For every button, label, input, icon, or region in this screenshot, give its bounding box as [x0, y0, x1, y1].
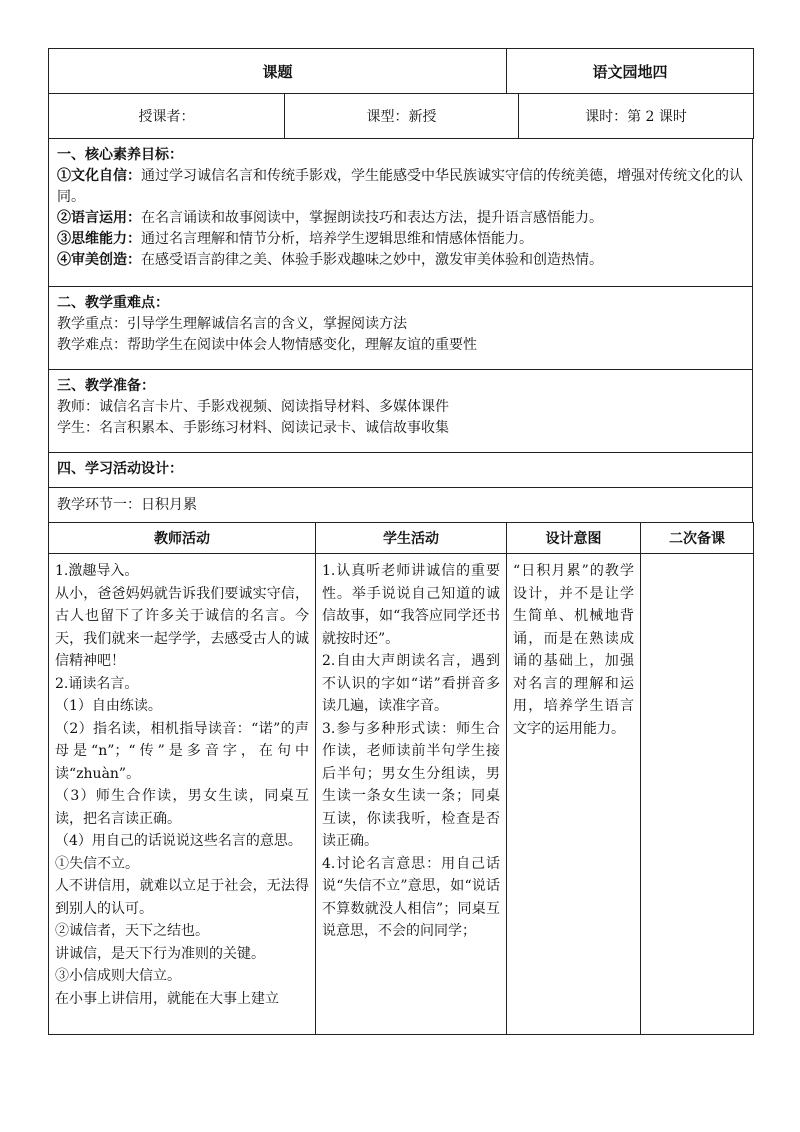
prep-student: 学生：名言积累本、手影练习材料、阅读记录卡、诚信故事收集 — [57, 420, 449, 436]
teacher-activity-cell — [49, 554, 316, 1035]
teacher-line: ①失信不立。 — [55, 855, 139, 872]
activity-table — [48, 522, 754, 1035]
prep-section — [49, 370, 753, 453]
stage-label: 教学环节一：日积月累 — [57, 497, 197, 513]
student-line: 2.自由大声朗读名言，遇到不认识的字如“诺”看拼音多读几遍，读准字音。 — [322, 653, 500, 714]
goal-item: ③思维能力：通过名言理解和情节分析，培养学生逻辑思维和情感体悟能力。 — [57, 231, 533, 247]
design-intent-text: “日积月累”的教学设计，并不是让学生简单、机械地背诵，而是在熟读成诵的基础上，加强对名言的理解和运用，培养学生语言文字的运用能力。 — [513, 563, 634, 737]
teacher-line: 人不讲信用，就难以立足于社会，无法得到别人的认可。 — [55, 878, 309, 917]
teacher-line: （4）用自己的话说说这些名言的意思。 — [55, 833, 302, 849]
teacher-line: 2.诵读名言。 — [55, 675, 139, 692]
goals-title: 一、核心素养目标： — [57, 147, 183, 163]
student-line: 1.认真听老师讲诚信的重要性。举手说说自己知道的诚信故事，如“我答应同学还书就按时还”。 — [322, 563, 500, 647]
teacher-line: 讲诚信，是天下行为准则的关键。 — [55, 945, 265, 962]
teacher-line: 从小，爸爸妈妈就告诉我们要诚实守信，古人也留下了许多关于诚信的名言。今天，我们就来一起学学，去感受古人的诚信精神吧！ — [55, 585, 309, 669]
activity-header-row — [49, 523, 754, 554]
col-teacher-activity: 教师活动 — [49, 523, 316, 554]
lesson-plan-page — [48, 48, 753, 1035]
title-row — [49, 49, 754, 94]
topic-label: 课题 — [49, 49, 507, 94]
teacher-line: 1.激趣导入。 — [55, 563, 139, 579]
stage-row — [49, 488, 753, 523]
col-design-intent: 设计意图 — [507, 523, 641, 554]
lesson-hours-field: 课时：第 2 课时 — [519, 94, 754, 139]
keypoints-title: 二、教学重难点： — [57, 295, 169, 311]
teacher-line: （1）自由练读。 — [55, 698, 162, 714]
col-second-prep: 二次备课 — [641, 523, 754, 554]
student-activity-cell — [316, 554, 507, 1035]
teacher-line: 在小事上讲信用，就能在大事上建立 — [55, 990, 279, 1007]
design-title: 四、学习活动设计： — [57, 461, 183, 477]
activity-row — [49, 554, 754, 1035]
teacher-line: （3）师生合作读，男女生读，同桌互读，把名言读正确。 — [55, 788, 309, 827]
key-focus: 教学重点：引导学生理解诚信名言的含义，掌握阅读方法 — [57, 316, 407, 332]
design-intent-cell — [507, 554, 641, 1035]
second-prep-cell[interactable] — [641, 554, 754, 1035]
goal-item: ②语言运用：在名言诵读和故事阅读中，掌握朗读技巧和表达方法，提升语言感悟能力。 — [57, 210, 603, 226]
prep-title: 三、教学准备： — [57, 378, 155, 394]
goals-section — [49, 139, 753, 287]
lesson-plan-table — [48, 48, 754, 94]
teacher-field: 授课者： — [49, 94, 285, 139]
keypoints-section — [49, 287, 753, 370]
sections-table — [48, 138, 753, 523]
goal-item: ①文化自信：通过学习诚信名言和传统手影戏，学生能感受中华民族诚实守信的传统美德，增强对传统文化的认同。 — [57, 168, 743, 205]
student-line: 3.参与多种形式读：师生合作读，老师读前半句学生接后半句；男女生分组读，男生读一条女生读一条；同桌互读，你读我听，检查是否读正确。 — [322, 720, 500, 849]
prep-teacher: 教师：诚信名言卡片、手影戏视频、阅读指导材料、多媒体课件 — [57, 399, 449, 415]
teacher-line: ③小信成则大信立。 — [55, 968, 181, 984]
meta-table — [48, 93, 754, 139]
key-difficulty: 教学难点：帮助学生在阅读中体会人物情感变化，理解友谊的重要性 — [57, 337, 477, 353]
teacher-line: ②诚信者，天下之结也。 — [55, 923, 209, 939]
teacher-line: （2）指名读，相机指导读音：“诺”的声母是“n”；“传”是多音字，在句中读“zhuàn”。 — [55, 720, 309, 782]
lesson-type-field: 课型：新授 — [285, 94, 519, 139]
meta-row — [49, 94, 754, 139]
design-section — [49, 453, 753, 488]
col-student-activity: 学生活动 — [316, 523, 507, 554]
student-line: 4.讨论名言意思：用自己话说“失信不立”意思，如“说话不算数就没人相信”；同桌互说意思，不会的问同学； — [322, 855, 500, 939]
topic-value: 语文园地四 — [507, 49, 754, 94]
goal-item: ④审美创造：在感受语言韵律之美、体验手影戏趣味之妙中，激发审美体验和创造热情。 — [57, 252, 603, 268]
